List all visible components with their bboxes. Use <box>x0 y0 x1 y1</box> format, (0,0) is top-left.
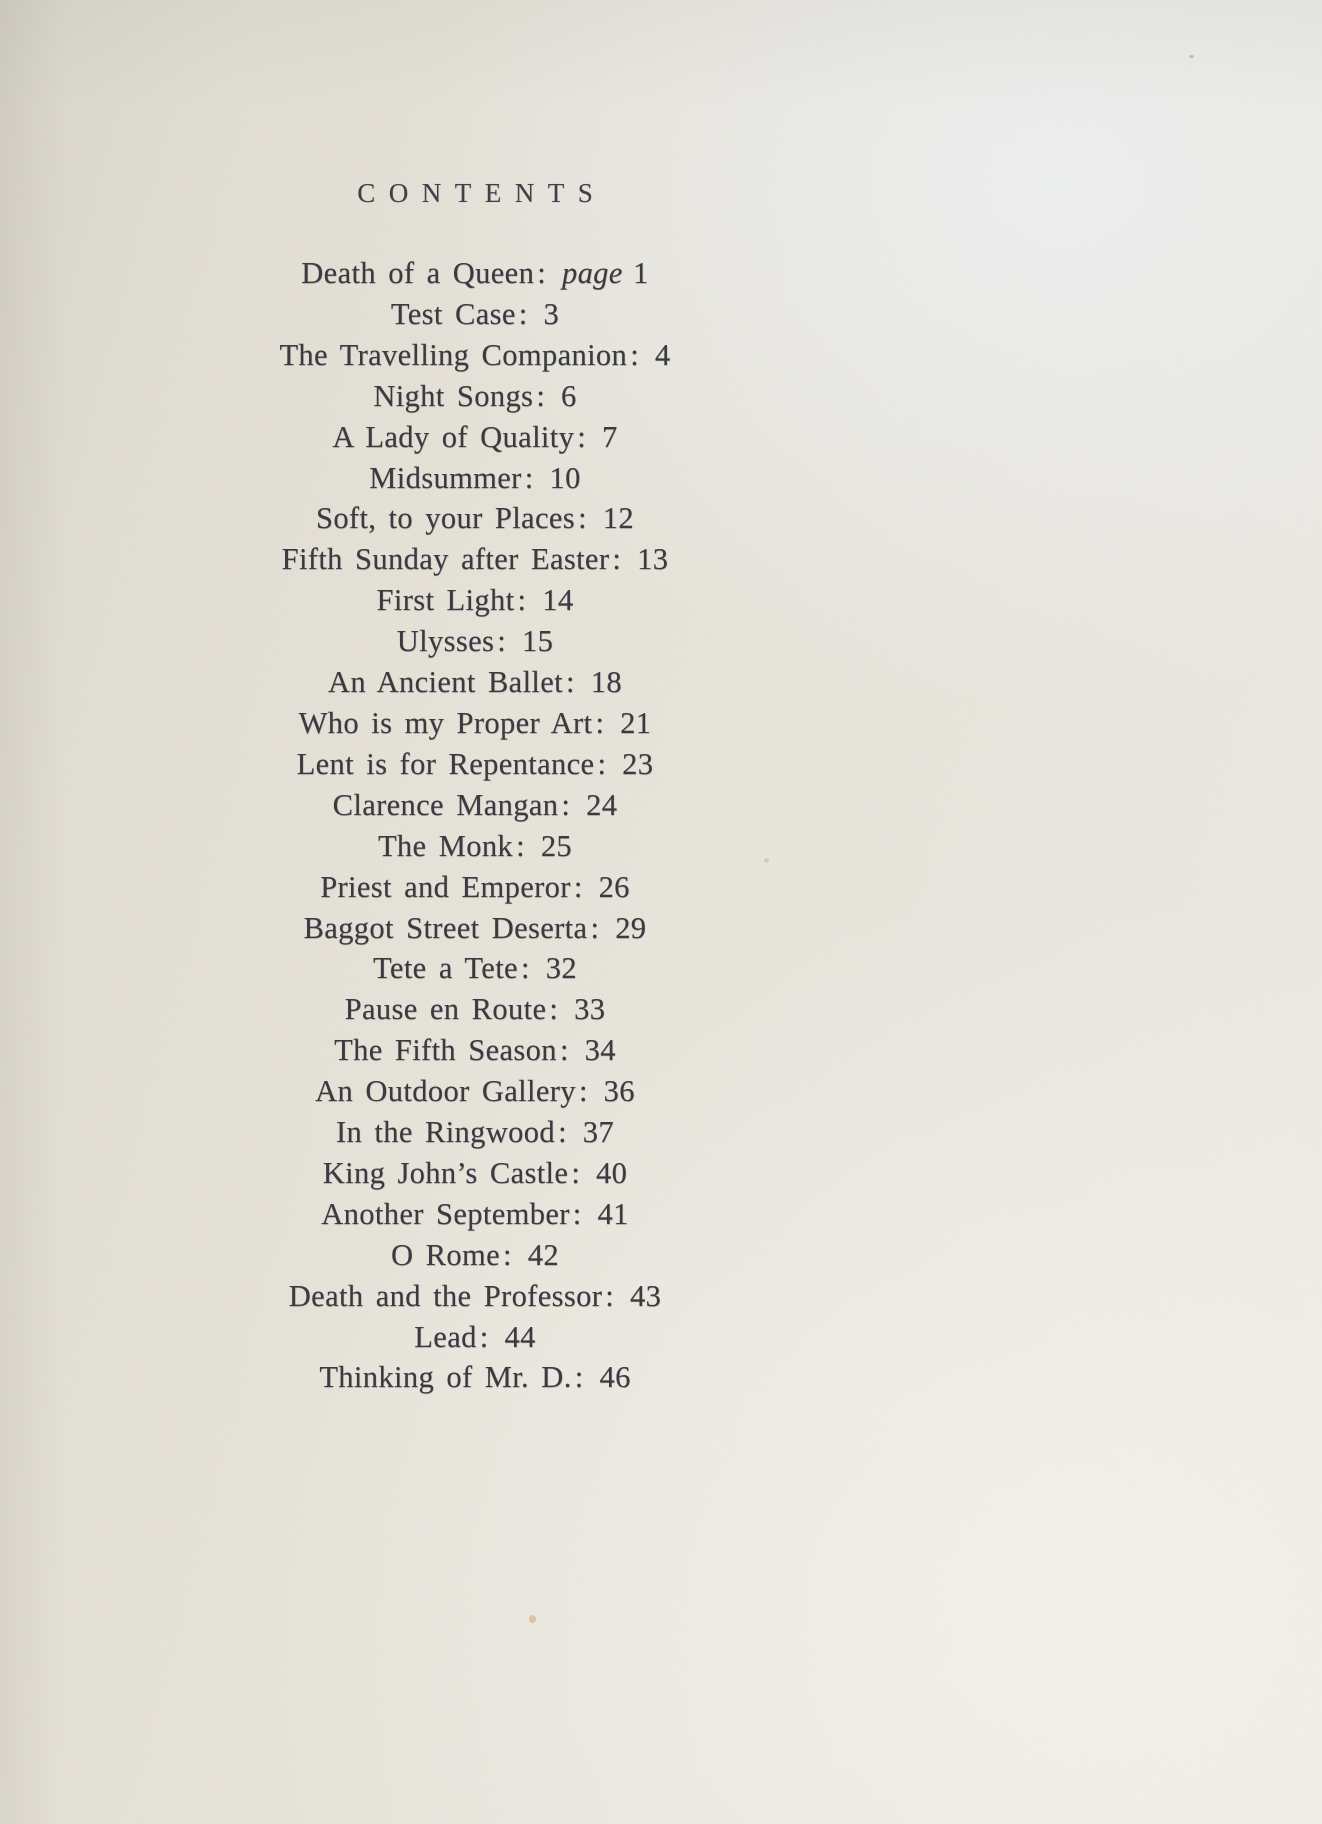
toc-entry <box>0 826 950 867</box>
toc-entry <box>0 417 950 458</box>
toc-entry-colon: : <box>517 583 527 618</box>
toc-entry <box>0 1071 950 1112</box>
paper-speck <box>1189 55 1194 58</box>
toc-entry-colon: : <box>518 296 528 331</box>
toc-entry-page-number: 34 <box>584 1033 616 1068</box>
toc-entry-title: Ulysses <box>396 624 495 659</box>
toc-entry-colon: : <box>521 951 530 986</box>
toc-entry-page-number: 24 <box>586 787 618 822</box>
toc-entry-colon: : <box>612 542 622 577</box>
toc-entry-title: Death of a Queen <box>301 256 535 290</box>
toc-entry <box>0 1357 950 1398</box>
toc-entry-page-number: 23 <box>622 746 654 781</box>
toc-entry-page-number: 7 <box>601 419 618 454</box>
toc-entry-page-number: 15 <box>521 624 554 659</box>
toc-entry-page-number: 10 <box>549 460 581 495</box>
toc-entry-title: Night Songs <box>373 378 534 413</box>
toc-entry-colon: : <box>561 787 571 822</box>
toc-entry-page-number: 43 <box>629 1278 662 1313</box>
toc-entry-colon: : <box>558 1115 567 1150</box>
toc-entry-title: A Lady of Quality <box>332 419 575 454</box>
toc-entry <box>0 539 950 580</box>
contents-heading: CONTENTS <box>357 178 607 208</box>
toc-entry <box>0 703 950 744</box>
toc-entry-title: Priest and Emperor <box>320 869 571 904</box>
toc-entry-page-number: 40 <box>596 1155 628 1190</box>
toc-entry-title: An Ancient Ballet <box>328 665 563 700</box>
toc-entry <box>0 335 950 376</box>
toc-entry-title: Clarence Mangan <box>332 787 559 822</box>
toc-entry <box>0 253 950 294</box>
toc-entry-colon: : <box>578 1074 588 1109</box>
toc-entry <box>0 1030 950 1071</box>
toc-entry-title: The Monk <box>377 828 514 863</box>
toc-entry <box>0 294 950 335</box>
toc-entry-title: Baggot Street Deserta <box>303 910 588 945</box>
toc-entry-page-number: 3 <box>543 296 560 331</box>
toc-entry-colon: : <box>577 419 587 454</box>
toc-entry <box>0 867 950 908</box>
toc-entry-title: Who is my Proper Art <box>298 705 593 740</box>
toc-entry <box>0 1112 950 1153</box>
toc-entry-page-number: 25 <box>540 828 573 863</box>
toc-entry <box>0 458 950 499</box>
toc-entry-colon: : <box>578 501 587 536</box>
toc-entry <box>0 662 950 703</box>
toc-entry-title: An Outdoor Gallery <box>315 1074 576 1109</box>
toc-entry-colon: : <box>597 746 607 781</box>
toc-entry-page-number: 4 <box>654 337 671 372</box>
toc-entry-title: The Travelling Companion <box>279 337 628 372</box>
toc-entry-page-number: 12 <box>602 501 634 536</box>
toc-entry-colon: : <box>516 828 525 863</box>
toc-entry-colon: : <box>566 665 575 700</box>
toc-entry-page-number: 29 <box>615 910 647 945</box>
toc-entry-page-number: 14 <box>542 583 574 618</box>
toc-entry-title: Lead <box>414 1319 477 1354</box>
toc-entry <box>0 621 950 662</box>
toc-entry-title: Lent is for Repentance <box>296 746 595 781</box>
toc-entry-title: Pause en Route <box>344 992 547 1027</box>
toc-entry-colon: : <box>595 705 605 740</box>
toc-entry-title: Thinking of Mr. D. <box>319 1360 572 1395</box>
toc-entry-title: Midsummer <box>369 460 522 495</box>
toc-entry-title: Fifth Sunday after Easter <box>281 542 610 577</box>
toc-entry <box>0 1153 950 1194</box>
toc-entry-title: Tete a Tete <box>373 951 518 986</box>
toc-entry-page-number: 26 <box>598 869 630 904</box>
toc-entry-page-number: 1 <box>633 256 649 290</box>
toc-entry-title: Another September <box>321 1196 570 1231</box>
toc-entry-page-label: page <box>561 256 623 290</box>
toc-entry-colon: : <box>537 256 547 290</box>
toc-entry-colon: : <box>590 910 600 945</box>
toc-entry-page-number: 36 <box>603 1074 635 1109</box>
toc-entry-title: Death and the Professor <box>288 1278 603 1313</box>
toc-list <box>0 253 950 1398</box>
toc-entry-colon: : <box>536 378 546 413</box>
toc-entry-title: In the Ringwood <box>335 1115 556 1150</box>
toc-entry-page-number: 21 <box>620 705 652 740</box>
toc-entry-page-number: 33 <box>574 992 606 1027</box>
toc-entry-title: The Fifth Season <box>334 1033 557 1068</box>
toc-entry-colon: : <box>572 1196 582 1231</box>
toc-entry <box>0 1276 950 1317</box>
toc-entry <box>0 989 950 1030</box>
toc-entry-page-number: 13 <box>637 542 669 577</box>
toc-entry <box>0 785 950 826</box>
toc-entry-colon: : <box>503 1237 512 1272</box>
toc-entry-colon: : <box>559 1033 569 1068</box>
toc-entry <box>0 1235 950 1276</box>
paper-speck <box>529 1615 536 1623</box>
toc-entry-colon: : <box>571 1155 581 1190</box>
toc-entry-title: O Rome <box>391 1237 500 1272</box>
toc-entry-page-number: 42 <box>527 1237 559 1272</box>
toc-entry-title: First Light <box>376 583 515 618</box>
toc-entry-page-number: 18 <box>590 665 622 700</box>
toc-entry <box>0 1317 950 1358</box>
toc-entry-colon: : <box>574 1360 584 1395</box>
toc-entry <box>0 744 950 785</box>
toc-entry-colon: : <box>524 460 534 495</box>
toc-entry-title: Soft, to your Places <box>315 501 576 536</box>
toc-entry-page-number: 6 <box>561 378 577 413</box>
toc-entry <box>0 580 950 621</box>
toc-entry-colon: : <box>549 992 559 1027</box>
toc-entry <box>0 498 950 539</box>
toc-entry <box>0 376 950 417</box>
toc-entry-colon: : <box>479 1319 489 1354</box>
toc-entry <box>0 948 950 989</box>
toc-entry-colon: : <box>497 624 507 659</box>
toc-entry-title: Test Case <box>390 296 516 331</box>
toc-entry-page-number: 32 <box>545 951 577 986</box>
toc-entry <box>0 908 950 949</box>
toc-entry-page-number: 37 <box>582 1115 615 1150</box>
toc-entry-page-number: 44 <box>504 1319 536 1354</box>
toc-entry-colon: : <box>605 1278 615 1313</box>
toc-entry-colon: : <box>630 337 640 372</box>
toc-entry-page-number: 46 <box>599 1360 631 1395</box>
toc-entry <box>0 1194 950 1235</box>
toc-entry-title: King John’s Castle <box>322 1155 569 1190</box>
toc-entry-colon: : <box>573 869 583 904</box>
toc-entry-page-number: 41 <box>597 1196 629 1231</box>
